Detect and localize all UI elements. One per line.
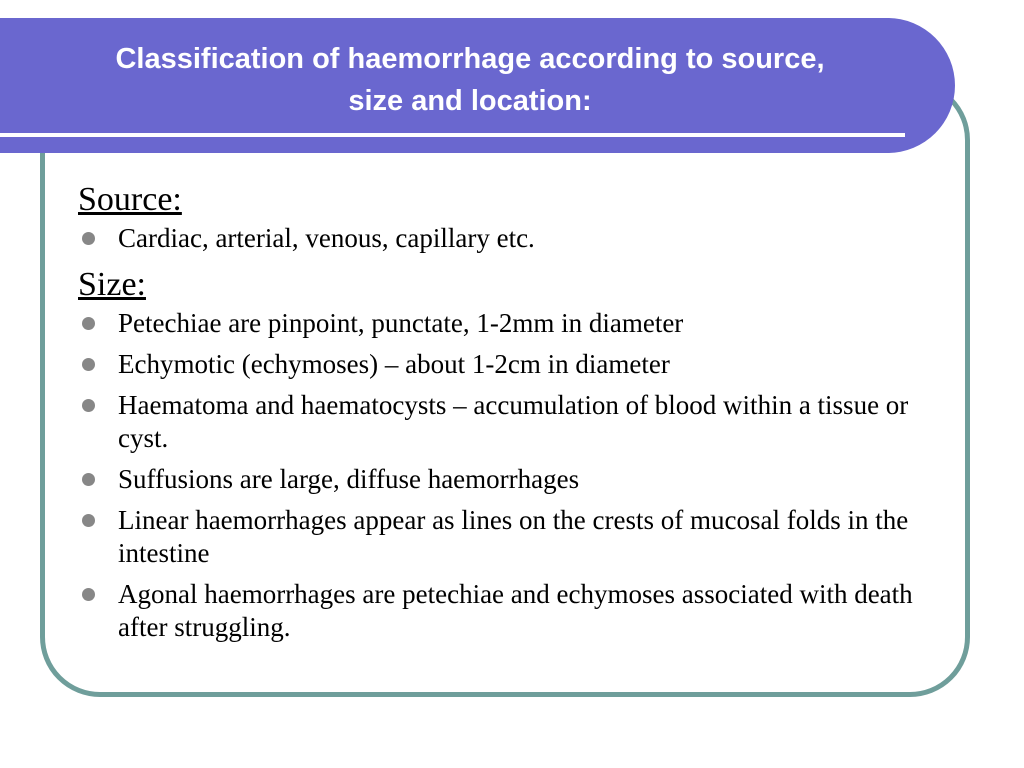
section-heading-source: Source: bbox=[78, 181, 182, 218]
bullet-dot-icon bbox=[82, 232, 95, 245]
bullet-text: Haematoma and haematocysts – accumulation of blood within a tissue or cyst. bbox=[118, 390, 909, 453]
bullet-dot-icon bbox=[82, 399, 95, 412]
bullet-text: Linear haemorrhages appear as lines on the crests of mucosal folds in the intestine bbox=[118, 505, 909, 568]
bullet-text: Cardiac, arterial, venous, capillary etc. bbox=[118, 223, 535, 253]
bullet-dot-icon bbox=[82, 588, 95, 601]
bullet-text: Suffusions are large, diffuse haemorrhages bbox=[118, 464, 580, 494]
bullet-dot-icon bbox=[82, 317, 95, 330]
slide-title-line-2: size and location: bbox=[348, 85, 592, 117]
bullet-text: Petechiae are pinpoint, punctate, 1-2mm in diameter bbox=[118, 308, 684, 338]
slide-title-line-1: Classification of haemorrhage according to source, bbox=[115, 43, 825, 75]
bullet-dot-icon bbox=[82, 358, 95, 371]
bullet-item bbox=[78, 389, 938, 455]
bullet-item bbox=[78, 504, 938, 570]
title-underline bbox=[0, 133, 905, 137]
bullet-item bbox=[78, 463, 938, 496]
bullet-item bbox=[78, 222, 938, 255]
size-bullet-list bbox=[78, 307, 938, 644]
bullet-dot-icon bbox=[82, 514, 95, 527]
bullet-dot-icon bbox=[82, 473, 95, 486]
section-heading-size: Size: bbox=[78, 266, 146, 303]
bullet-item bbox=[78, 578, 938, 644]
bullet-text: Echymotic (echymoses) – about 1-2cm in diameter bbox=[118, 349, 670, 379]
source-bullet-list bbox=[78, 222, 938, 255]
bullet-item bbox=[78, 348, 938, 381]
bullet-text: Agonal haemorrhages are petechiae and echymoses associated with death after struggling. bbox=[118, 579, 913, 642]
slide-title bbox=[30, 38, 910, 122]
bullet-item bbox=[78, 307, 938, 340]
slide-body bbox=[78, 178, 938, 652]
